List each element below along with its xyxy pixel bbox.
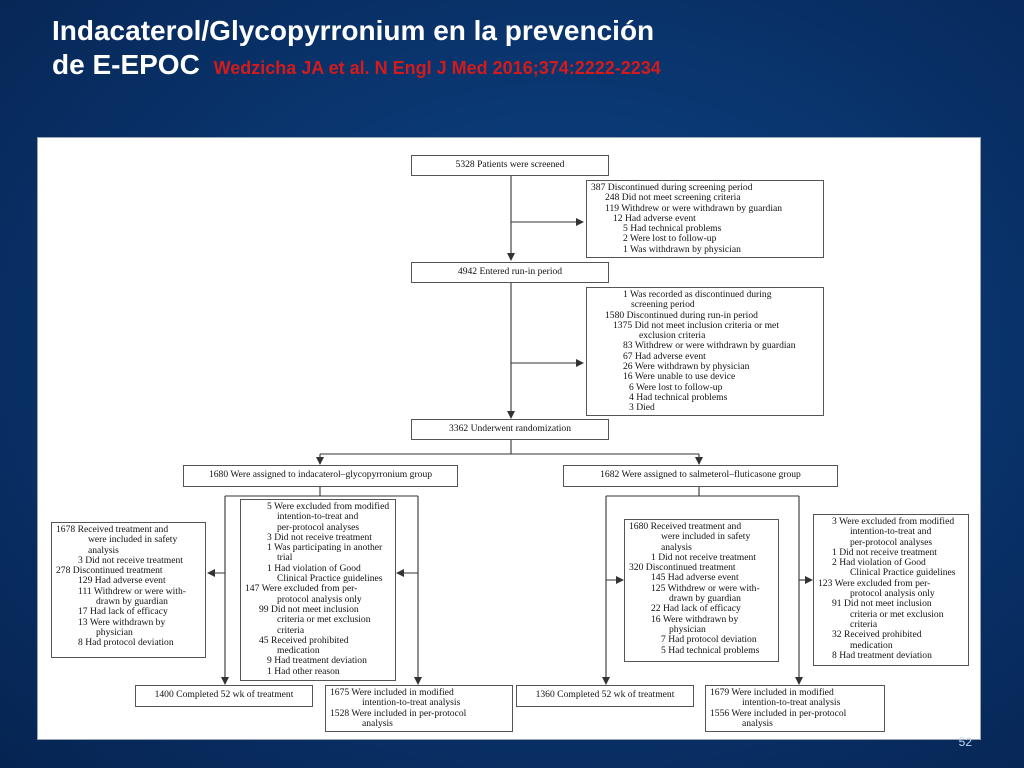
screened-box: 5328 Patients were screened <box>411 155 609 176</box>
right-analysis-box: 1679 Were included in modified intention-to-treat analysis 1556 Were included in per-protocol analysis <box>705 685 885 732</box>
slide-number: 52 <box>958 735 972 749</box>
right-treatment-box: 1680 Received treatment and were included in safety analysis 1 Did not receive treatment 320 Discontinued treatment 145 Had adverse event 125 Withdrew or were with- drawn by guardian 22 Had lack of efficacy 16 Were withdrawn by physician 7 Had protocol deviation 5 Had technical problems <box>624 519 779 662</box>
title-line-2: de E-EPOC <box>52 49 200 80</box>
run-in-box: 4942 Entered run-in period <box>411 262 609 283</box>
left-analysis-box: 1675 Were included in modified intention-to-treat analysis 1528 Were included in per-protocol analysis <box>325 685 513 732</box>
left-excluded-box: 5 Were excluded from modified intention-to-treat and per-protocol analyses 3 Did not receive treatment 1 Was participating in another trial 1 Had violation of Good Clinical Practice guidelines 147 Were excluded from per- protocol analysis only 99 Did not meet inclusion criteria or met exclusion criteria 45 Received prohibited medication 9 Had treatment deviation 1 Had other reason <box>240 499 396 681</box>
right-completed-box: 1360 Completed 52 wk of treatment <box>516 685 694 707</box>
right-excluded-box: 3 Were excluded from modified intention-to-treat and per-protocol analyses 1 Did not receive treatment 2 Had violation of Good Clinical Practice guidelines 123 Were excluded from per- protocol analysis only 91 Did not meet inclusion criteria or met exclusion criteria 32 Received prohibited medication 8 Had treatment deviation <box>813 514 969 666</box>
left-treatment-box: 1678 Received treatment and were included in safety analysis 3 Did not receive treatment 278 Discontinued treatment 129 Had adverse event 111 Withdrew or were with- drawn by guardian 17 Had lack of efficacy 13 Were withdrawn by physician 8 Had protocol deviation <box>51 522 206 658</box>
left-completed-box: 1400 Completed 52 wk of treatment <box>135 685 313 707</box>
screening-discontinued-box: 387 Discontinued during screening period 248 Did not meet screening criteria 119 Withdrew or were withdrawn by guardian 12 Had adverse event 5 Had technical problems 2 Were lost to follow-up 1 Was withdrawn by physician <box>586 180 824 258</box>
run-in-discontinued-box: 1 Was recorded as discontinued during screening period 1580 Discontinued during run-in period 1375 Did not meet inclusion criteria or met exclusion criteria 83 Withdrew or were withdrawn by guardian 67 Had adverse event 26 Were withdrawn by physician 16 Were unable to use device 6 Were lost to follow-up 4 Had technical problems 3 Died <box>586 287 824 416</box>
citation: Wedzicha JA et al. N Engl J Med 2016;374:2222-2234 <box>213 58 661 78</box>
flowchart-figure <box>37 137 981 740</box>
randomization-box: 3362 Underwent randomization <box>411 419 609 440</box>
right-group-box: 1682 Were assigned to salmeterol–fluticasone group <box>563 465 838 487</box>
left-group-box: 1680 Were assigned to indacaterol–glycopyrronium group <box>183 465 458 487</box>
title-line-1: Indacaterol/Glycopyrronium en la prevención <box>52 15 655 46</box>
slide-title <box>52 14 661 85</box>
